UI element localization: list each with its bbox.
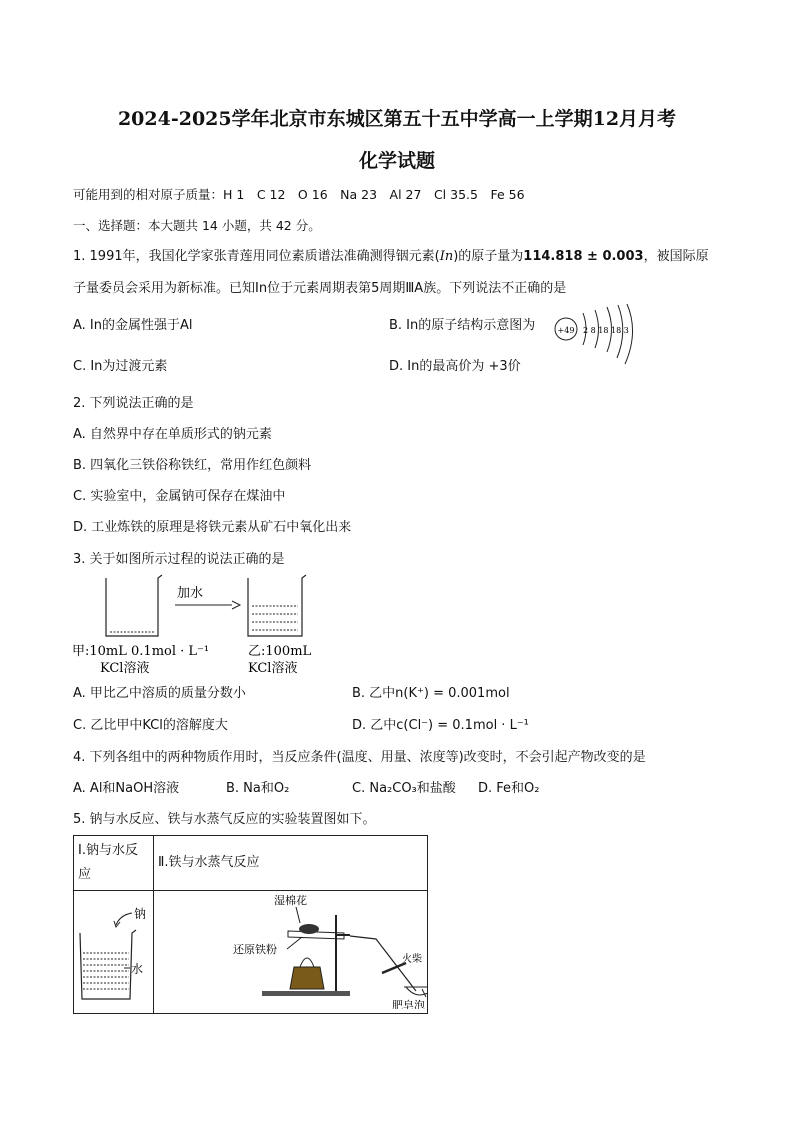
q4-option-d: D. Fe和O₂ xyxy=(478,781,540,796)
beaker-right-label-2: KCl溶液 xyxy=(248,661,298,676)
q1-option-a: A. In的金属性强于Al xyxy=(73,318,193,333)
label-match: 火柴 xyxy=(402,954,422,965)
q5-header-col2: Ⅱ.铁与水蒸气反应 xyxy=(154,836,428,891)
section-heading: 一、选择题：本大题共 14 小题，共 42 分。 xyxy=(73,218,321,233)
q1-option-c: C. In为过渡元素 xyxy=(73,359,168,374)
q2-option-d: D. 工业炼铁的原理是将铁元素从矿石中氧化出来 xyxy=(73,520,352,535)
q4-option-b: B. Na和O₂ xyxy=(226,781,290,796)
beaker-left-label-2: KCl溶液 xyxy=(100,661,150,676)
q3-option-a: A. 甲比乙中溶质的质量分数小 xyxy=(73,686,246,701)
q4-stem: 4. 下列各组中的两种物质作用时，当反应条件(温度、用量、浓度等)改变时，不会引起产物改变的是 xyxy=(73,750,646,765)
page-subtitle: 化学试题 xyxy=(358,150,435,172)
label-water: 水 xyxy=(131,962,144,976)
label-wet-cotton: 湿棉花 xyxy=(274,894,307,907)
q5-stem: 5. 钠与水反应、铁与水蒸气反应的实验装置图如下。 xyxy=(73,812,376,827)
iron-steam-apparatus xyxy=(154,891,427,1009)
q3-option-c: C. 乙比甲中KCl的溶解度大 xyxy=(73,718,228,733)
q1-stem-line1: 1. 1991年，我国化学家张青莲用同位素质谱法准确测得铟元素(In)的原子量为114.818 ± 0.003，被国际原 xyxy=(73,249,709,264)
atom-structure-diagram xyxy=(553,304,643,368)
q3-option-b: B. 乙中n(K⁺) = 0.001mol xyxy=(352,686,510,701)
beaker-left xyxy=(106,575,162,636)
nucleus-charge: +49 xyxy=(557,326,575,335)
page-title: 2024-2025学年北京市东城区第五十五中学高一上学期12月月考 xyxy=(117,108,677,130)
q5-iron-steam-cell xyxy=(154,891,428,1014)
q3-option-d: D. 乙中c(Cl⁻) = 0.1mol · L⁻¹ xyxy=(352,718,529,733)
q1-option-b: B. In的原子结构示意图为 xyxy=(389,318,536,333)
q5-table xyxy=(73,835,428,1014)
q2-option-a: A. 自然界中存在单质形式的钠元素 xyxy=(73,427,272,442)
electron-shells: 2 8 18 18 3 xyxy=(583,326,629,335)
sodium-water-apparatus xyxy=(74,891,153,1009)
q3-stem: 3. 关于如图所示过程的说法正确的是 xyxy=(73,552,285,567)
q2-stem: 2. 下列说法正确的是 xyxy=(73,396,194,411)
label-sodium: 钠 xyxy=(134,907,147,921)
q4-option-c: C. Na₂CO₃和盐酸 xyxy=(352,781,456,796)
atomic-masses: 可能用到的相对原子质量：H 1 C 12 O 16 Na 23 Al 27 Cl 35.5 Fe 56 xyxy=(73,187,525,202)
q1-stem-line2: 子量委员会采用为新标准。已知In位于元素周期表第5周期ⅢA族。下列说法不正确的是 xyxy=(73,281,567,296)
q2-option-b: B. 四氧化三铁俗称铁红，常用作红色颜料 xyxy=(73,458,312,473)
arrow-label: 加水 xyxy=(177,586,204,601)
q5-header-col1: Ⅰ.钠与水反 应 xyxy=(74,836,154,891)
label-iron-powder: 还原铁粉 xyxy=(233,943,277,956)
q1-option-d: D. In的最高价为 +3价 xyxy=(389,359,521,374)
beaker-right-label-1: 乙:100mL xyxy=(248,644,312,659)
dilution-diagram xyxy=(70,572,340,682)
q2-option-c: C. 实验室中，金属钠可保存在煤油中 xyxy=(73,489,286,504)
beaker-left-label-1: 甲:10mL 0.1mol · L⁻¹ xyxy=(72,644,210,659)
q5-sodium-water-cell xyxy=(74,891,154,1014)
label-soap-bubble: 肥皂泡 xyxy=(392,999,425,1009)
q4-option-a: A. Al和NaOH溶液 xyxy=(73,781,180,796)
beaker-right xyxy=(248,575,306,636)
